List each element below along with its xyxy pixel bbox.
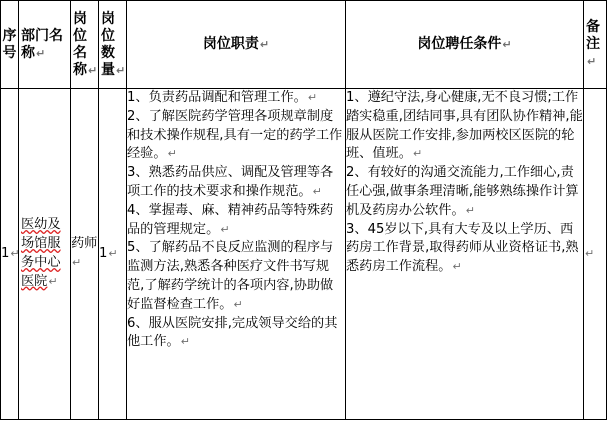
header-note: 备注↵ bbox=[584, 1, 607, 89]
cell-requirements bbox=[346, 89, 584, 420]
header-requirements: 岗位聘任条件↵ bbox=[346, 1, 584, 89]
cell-duties bbox=[127, 89, 346, 420]
cell-seq: 1↵ bbox=[1, 89, 19, 420]
duty-item: 1、负责药品调配和管理工作。↵ bbox=[127, 90, 318, 105]
header-duties: 岗位职责↵ bbox=[127, 1, 346, 89]
requirement-item: 3、45岁以下,具有大专及以上学历、西药房工作背景,取得药师从业资格证书,熟悉药房工作流程。↵ bbox=[346, 221, 579, 275]
requirement-item: 1、遵纪守法,身心健康,无不良习惯;工作踏实稳重,团结同事,具有团队协作精神,能服从医院工作安排,参加两校区医院的轮班、值班。↵ bbox=[346, 90, 583, 162]
header-post-name: 岗位名称↵ bbox=[71, 1, 99, 89]
header-post-count: 岗位数量↵ bbox=[99, 1, 127, 89]
cell-note: ↵ bbox=[584, 89, 607, 420]
cell-post-name: 药师↵ bbox=[71, 89, 99, 420]
duty-item: 4、掌握毒、麻、精神药品等特殊药品的管理规定。↵ bbox=[127, 202, 334, 237]
duty-item: 5、了解药品不良反应监测的程序与监测方法,熟悉各种医疗文件书写规范,了解药学统计的各项内容,协助做好监督检查工作。↵ bbox=[127, 240, 334, 312]
duty-item: 3、熟悉药品供应、调配及管理等各项工作的技术要求和操作规范。↵ bbox=[127, 165, 334, 199]
cell-post-count: 1↵ bbox=[99, 89, 127, 420]
header-row bbox=[1, 1, 607, 89]
duty-item: 2、了解医院药学管理各项规章制度和技术操作规程,具有一定的药学工作经验。↵ bbox=[127, 108, 343, 162]
table-row bbox=[1, 89, 607, 420]
header-dept: 部门名称↵ bbox=[19, 1, 71, 89]
requirement-item: 2、有较好的沟通交流能力,工作细心,责任心强,做事条理清晰,能够熟练操作计算机及药房办公软件。↵ bbox=[346, 165, 579, 218]
duty-item: 6、服从医院安排,完成领导交给的其他工作。↵ bbox=[127, 315, 338, 350]
header-seq: 序号 bbox=[1, 1, 19, 89]
cell-dept: 医幼及场馆服务中心医院↵ bbox=[19, 89, 71, 420]
